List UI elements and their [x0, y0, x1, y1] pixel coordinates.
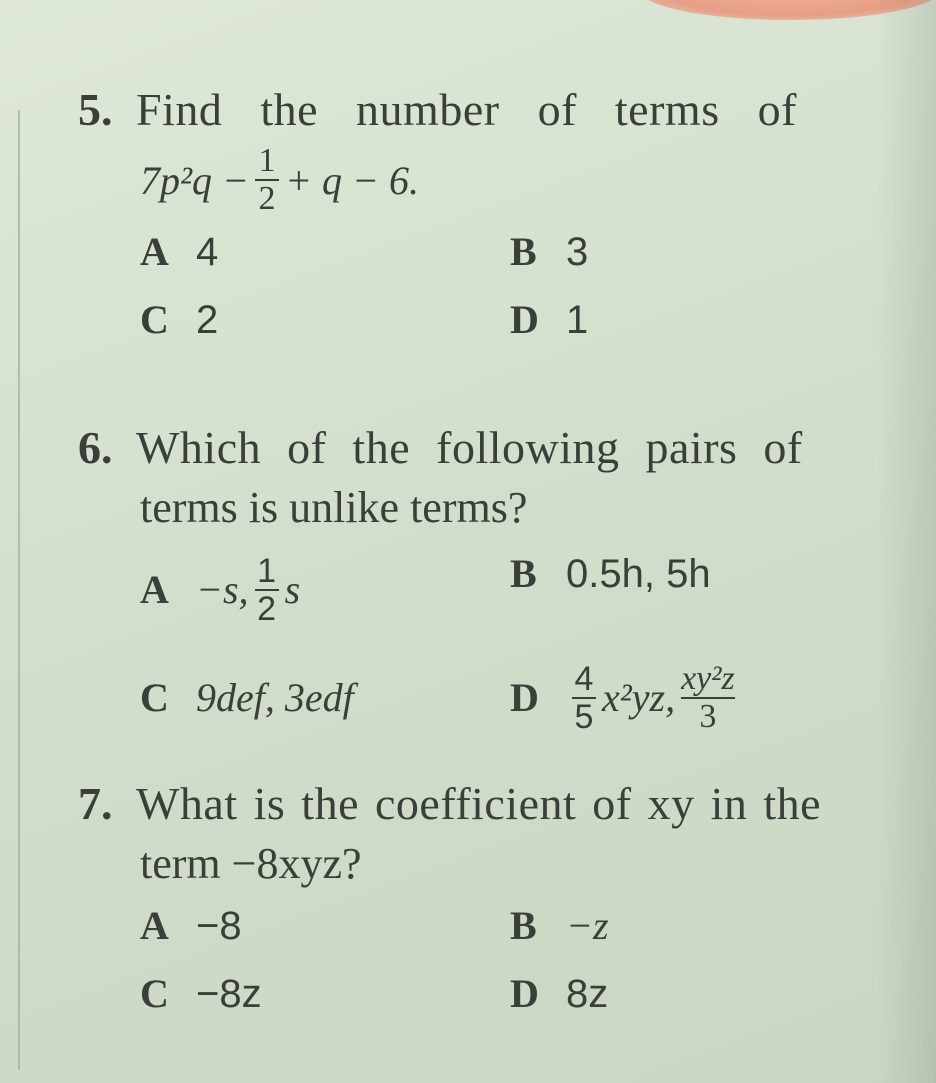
fraction-numerator: 1: [258, 142, 276, 179]
question-5: [78, 80, 878, 348]
option-letter: C: [140, 675, 169, 720]
question-7-options: [140, 898, 878, 1022]
option-letter: B: [510, 903, 537, 948]
option-d[interactable]: [510, 650, 870, 746]
question-text-line-2: terms is unlike terms?: [140, 483, 528, 532]
fraction: [255, 143, 279, 217]
expression-tail: + q − 6.: [284, 157, 419, 203]
fraction-denominator: 2: [257, 590, 277, 628]
question-text: Find the number of terms of: [136, 84, 797, 135]
option-letter: C: [140, 297, 169, 342]
option-value: −8: [196, 904, 242, 948]
option-value-tail: s: [284, 567, 301, 612]
question-5-options: [140, 224, 878, 348]
expression-lead: 7p²q −: [140, 157, 249, 203]
question-number: 7.: [78, 778, 113, 829]
option-value: 8z: [566, 972, 609, 1016]
question-text: What is the coefficient of xy in the: [136, 778, 822, 829]
option-a[interactable]: [140, 542, 510, 638]
fraction-numerator: xy²z: [681, 660, 735, 697]
fraction: [255, 553, 279, 627]
option-value: 1: [566, 298, 589, 342]
fraction-numerator: 1: [257, 552, 277, 590]
option-value-middle: x²yz,: [602, 675, 676, 720]
option-a[interactable]: [140, 224, 510, 280]
option-c[interactable]: [140, 292, 510, 348]
option-value: 0.5h, 5h: [566, 552, 711, 596]
option-d[interactable]: [510, 292, 870, 348]
fraction: [681, 661, 735, 735]
fraction: [572, 661, 596, 735]
option-value: 4: [196, 230, 219, 274]
option-b[interactable]: [510, 898, 870, 954]
question-7: [78, 774, 878, 1022]
option-letter: A: [140, 903, 169, 948]
option-value: −z: [566, 903, 609, 948]
option-value: 3: [566, 230, 589, 274]
question-text-line-2: term −8xyz?: [140, 839, 362, 888]
fraction-numerator: 4: [574, 660, 594, 698]
question-5-stem: [78, 80, 878, 140]
fraction-denominator: 5: [574, 698, 594, 736]
question-7-stem: [78, 774, 878, 834]
question-6-options: [140, 542, 878, 746]
option-c[interactable]: [140, 966, 510, 1022]
option-letter: D: [510, 675, 539, 720]
option-value: −s,: [196, 567, 249, 612]
option-value: −8z: [196, 972, 262, 1016]
option-letter: B: [510, 551, 537, 596]
option-value: 2: [196, 298, 219, 342]
question-5-expression: [140, 140, 878, 220]
option-b[interactable]: [510, 542, 870, 642]
option-a[interactable]: [140, 898, 510, 954]
option-c[interactable]: [140, 650, 510, 746]
question-text: Which of the following pairs of: [136, 422, 803, 473]
fraction-denominator: 3: [699, 698, 717, 735]
fraction-denominator: 2: [258, 180, 276, 217]
question-6: [78, 418, 878, 746]
option-letter: B: [510, 229, 537, 274]
option-letter: A: [140, 229, 169, 274]
question-6-stem: [78, 418, 878, 478]
question-number: 6.: [78, 422, 113, 473]
option-b[interactable]: [510, 224, 870, 280]
question-number: 5.: [78, 84, 113, 135]
option-letter: A: [140, 567, 169, 612]
option-value: 9def, 3edf: [196, 675, 354, 720]
option-d[interactable]: [510, 966, 870, 1022]
option-letter: D: [510, 297, 539, 342]
margin-line: [18, 110, 20, 1070]
option-letter: D: [510, 971, 539, 1016]
page-curl-shadow: [876, 0, 936, 1083]
option-letter: C: [140, 971, 169, 1016]
